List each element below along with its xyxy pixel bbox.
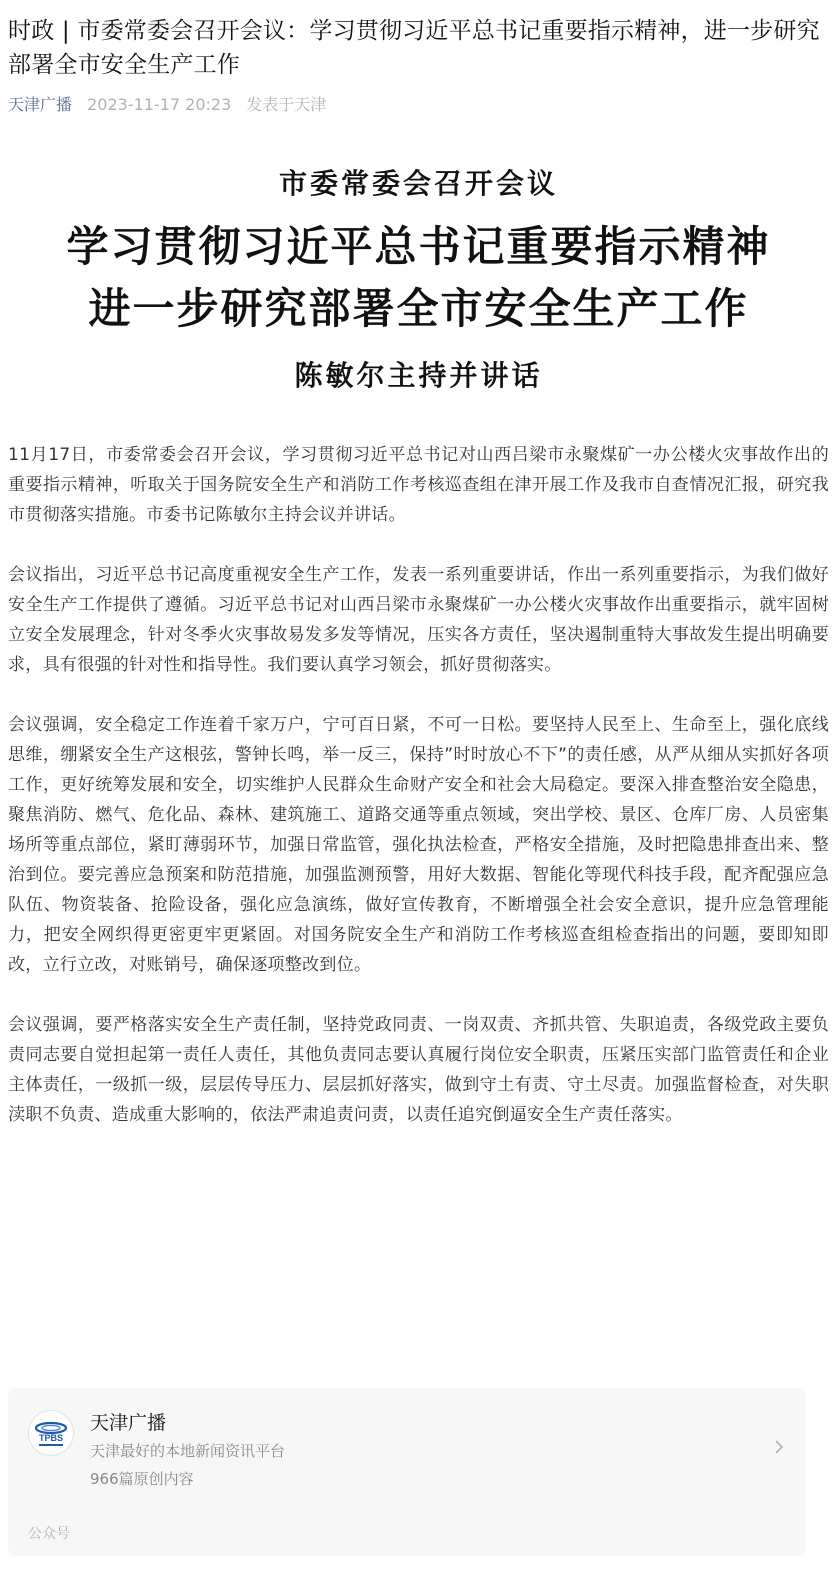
banner-line-4: 陈敏尔主持并讲话 [294, 359, 543, 392]
banner-line-1: 市委常委会召开会议 [278, 167, 558, 200]
article-title: 时政 | 市委常委会召开会议：学习贯彻习近平总书记重要指示精神，进一步研究部署全市安全生产工作 [8, 18, 820, 78]
banner-line-2: 学习贯彻习近平总书记重要指示精神 [66, 222, 771, 271]
article-meta [8, 94, 829, 116]
account-name-link[interactable]: 天津广播 [8, 95, 73, 114]
banner-line-3: 进一步研究部署全市安全生产工作 [88, 284, 749, 333]
article-body [8, 440, 829, 1130]
paragraph-3: 会议强调，安全稳定工作连着千家万户，宁可百日紧，不可一日松。要坚持人民至上、生命至上，强化底线思维，绷紧安全生产这根弦，警钟长鸣，举一反三，保持”时时放心不下”的责任感，从严从细从实抓好各项工作，更好统筹发展和安全，切实维护人民群众生命财产安全和社会大局稳定。要深入排查整治安全隐患，聚焦消防、燃气、危化品、森林、建筑施工、道路交通等重点领域，突出学校、景区、仓库厂房、人员密集场所等重点部位，紧盯薄弱环节，加强日常监管，强化执法检查，严格安全措施，及时把隐患排查出来、整治到位。要完善应急预案和防范措施，加强监测预警，用好大数据、智能化等现代科技手段，配齐配强应急队伍、物资装备、抢险设备，强化应急演练，做好宣传教育，不断增强全社会安全意识，提升应急管理能力，把安全网织得更密更牢更紧固。对国务院安全生产和消防工作考核巡查组检查指出的问题，要即知即改，立行立改，对账销号，确保逐项整改到位。 [8, 715, 829, 975]
paragraph-4: 会议强调，要严格落实安全生产责任制，坚持党政同责、一岗双责、齐抓共管、失职追责，各级党政主要负责同志要自觉担起第一责任人责任，其他负责同志要认真履行岗位安全职责，压紧压实部门监管责任和企业主体责任，一级抓一级，层层传导压力、层层抓好落实，做到守土有责、守土尽责。加强监督检查，对失职渎职不负责、造成重大影响的，依法严肃追责问责，以责任追究倒逼安全生产责任落实。 [8, 1015, 829, 1125]
tpbs-logo-icon [28, 1410, 74, 1456]
publish-time: 2023-11-17 20:23 [87, 95, 232, 114]
avatar-logo-graphic [29, 1411, 73, 1455]
profile-name: 天津广播 [90, 1412, 167, 1434]
profile-type-label: 公众号 [28, 1526, 70, 1542]
paragraph-1: 11月17日，市委常委会召开会议，学习贯彻习近平总书记对山西吕梁市永聚煤矿一办公楼火灾事故作出的重要指示精神，听取关于国务院安全生产和消防工作考核巡查组在津开展工作及我市自查情况汇报，研究我市贯彻落实措施。市委书记陈敏尔主持会议并讲话。 [8, 445, 829, 525]
profile-description: 天津最好的本地新闻资讯平台 [90, 1442, 286, 1460]
paragraph-2: 会议指出，习近平总书记高度重视安全生产工作，发表一系列重要讲话，作出一系列重要指示，为我们做好安全生产工作提供了遵循。习近平总书记对山西吕梁市永聚煤矿一办公楼火灾事故作出重要指示，就牢固树立安全发展理念，针对冬季火灾事故易发多发等情况，压实各方责任，坚决遏制重特大事故发生提出明确要求，具有很强的针对性和指导性。我们要认真学习领会，抓好贯彻落实。 [8, 565, 829, 675]
headline-banner-image [8, 164, 829, 396]
account-profile-card[interactable] [8, 1388, 806, 1556]
chevron-right-icon[interactable] [774, 1440, 784, 1454]
publish-location: 发表于天津 [246, 95, 327, 114]
original-content-count: 966篇原创内容 [90, 1470, 194, 1488]
avatar-text: TPBS [38, 1433, 64, 1443]
